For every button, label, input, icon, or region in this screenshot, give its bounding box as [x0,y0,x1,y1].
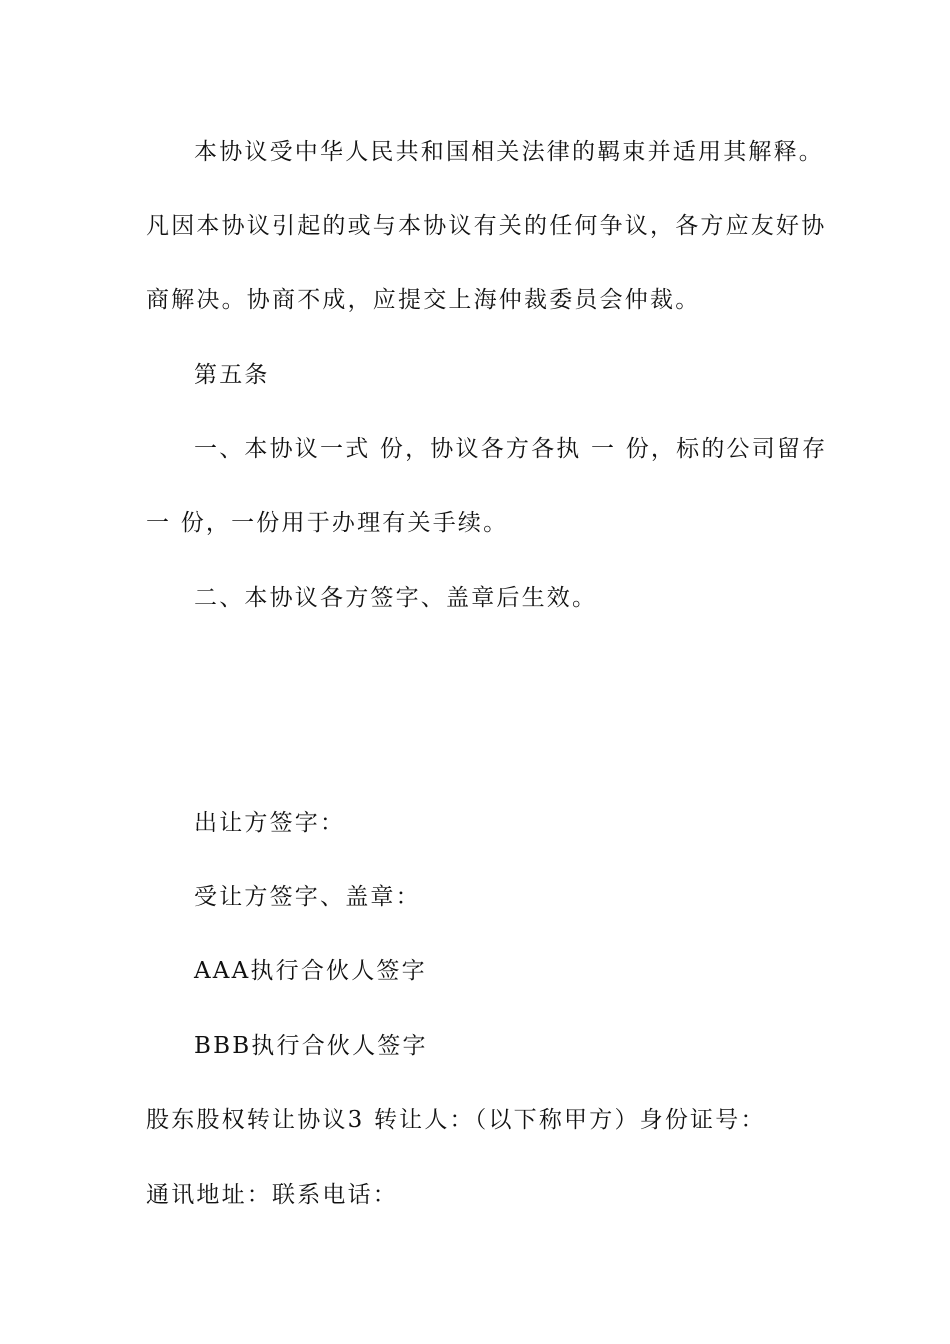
law-paragraph-line-3: 商解决。协商不成，应提交上海仲裁委员会仲裁。 [146,287,701,313]
next-agreement-line-1: 股东股权转让协议3 转让人：（以下称甲方）身份证号： [146,1107,766,1133]
transferee-signature-label: 受让方签字、盖章： [194,884,421,910]
law-paragraph-line-1: 本协议受中华人民共和国相关法律的羁束并适用其解释。 [194,139,824,165]
article-heading: 第五条 [194,362,270,388]
transferor-signature-label: 出让方签字： [194,810,346,836]
law-paragraph-line-2: 凡因本协议引起的或与本协议有关的任何争议，各方应友好协 [146,213,827,239]
aaa-partner-signature-label: AAA执行合伙人签字 [194,958,427,984]
clause-one-line-2: 一 份，一份用于办理有关手续。 [146,510,509,536]
clause-two: 二、本协议各方签字、盖章后生效。 [194,585,598,611]
next-agreement-line-2: 通讯地址：联系电话： [146,1182,398,1208]
bbb-partner-signature-label: BBB执行合伙人签字 [194,1033,428,1059]
clause-one-line-1: 一、本协议一式 份，协议各方各执 一 份，标的公司留存 [194,436,828,462]
